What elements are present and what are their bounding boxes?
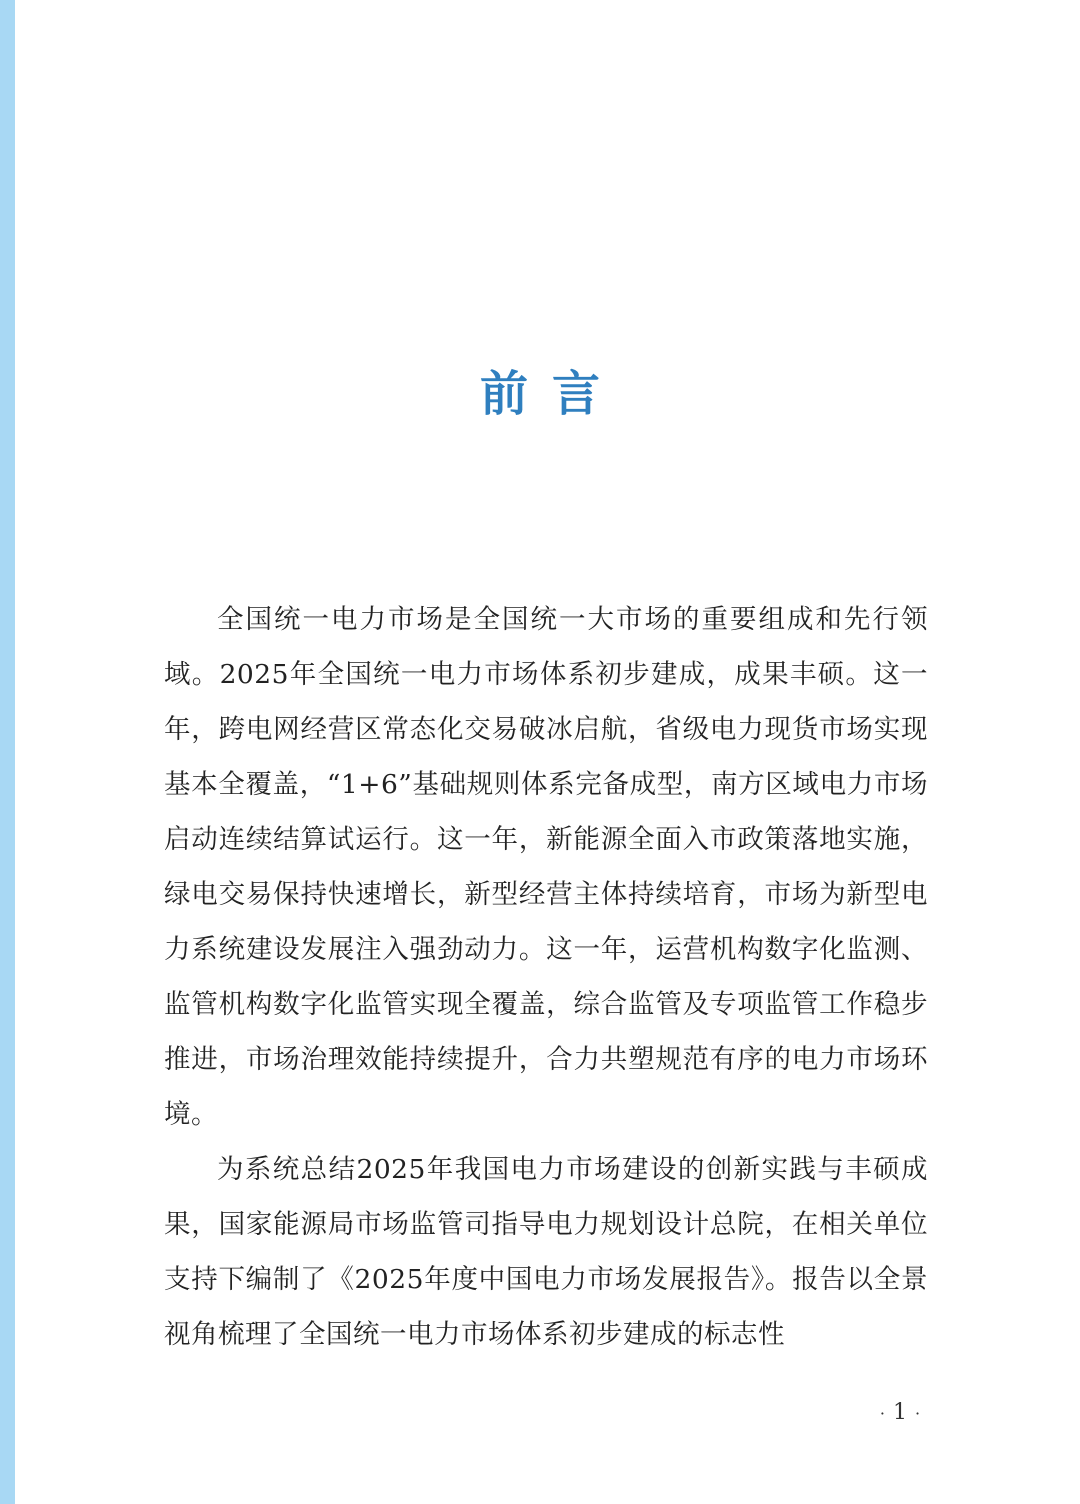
page-number-dot-left: · [879,1404,885,1423]
page-number-dot-right: · [915,1404,921,1423]
body-text [164,592,928,1362]
page-number: 1 [893,1400,907,1425]
page-title: 前言 [479,366,624,422]
page-number-footer [860,1398,940,1429]
page-edge-band [0,0,15,1504]
paragraph: 全国统一电力市场是全国统一大市场的重要组成和先行领域。2025年全国统一电力市场体系初步建成，成果丰硕。这一年，跨电网经营区常态化交易破冰启航，省级电力现货市场实现基本全覆盖，“1+6”基础规则体系完备成型，南方区域电力市场启动连续结算试运行。这一年，新能源全面入市政策落地实施，绿电交易保持快速增长，新型经营主体持续培育，市场为新型电力系统建设发展注入强劲动力。这一年，运营机构数字化监测、监管机构数字化监管实现全覆盖，综合监管及专项监管工作稳步推进，市场治理效能持续提升，合力共塑规范有序的电力市场环境。 [164,604,928,1130]
paragraph: 为系统总结2025年我国电力市场建设的创新实践与丰硕成果，国家能源局市场监管司指导电力规划设计总院，在相关单位支持下编制了《2025年度中国电力市场发展报告》。报告以全景视角梳理了全国统一电力市场体系初步建成的标志性 [164,1154,928,1350]
